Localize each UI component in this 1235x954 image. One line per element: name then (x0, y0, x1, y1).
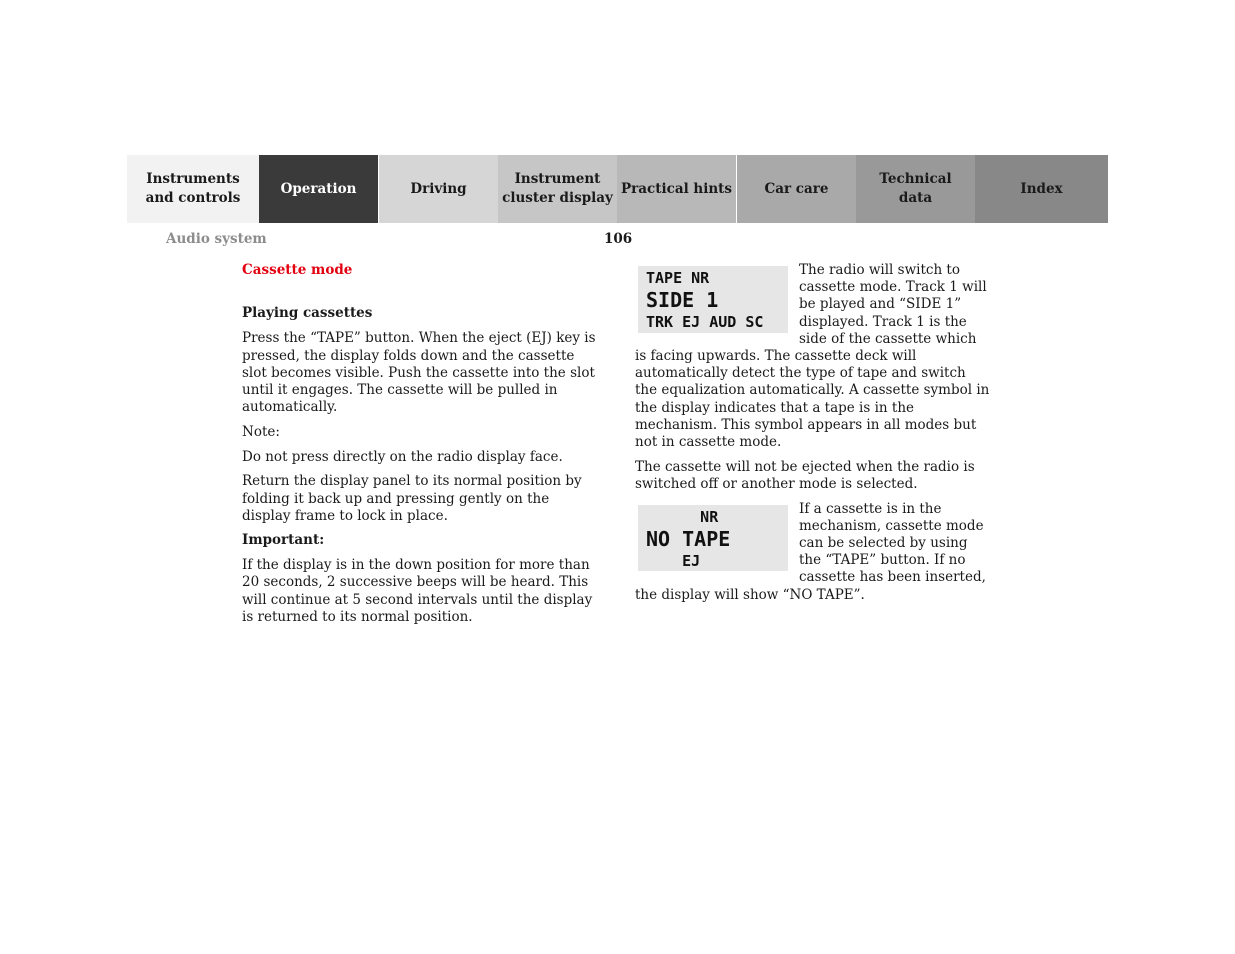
lcd-line: TAPE NR (646, 269, 710, 287)
tab-instrument-cluster-display[interactable]: Instrument cluster display (498, 155, 617, 223)
top-navigation (127, 155, 1108, 223)
note-label: Note: (242, 423, 280, 440)
tab-index[interactable]: Index (975, 155, 1108, 223)
tab-technical-data[interactable]: Technical data (856, 155, 975, 223)
important-label: Important: (242, 532, 325, 549)
left-column (242, 262, 596, 633)
tab-operation[interactable]: Operation (259, 155, 378, 223)
lcd-line: EJ (646, 551, 701, 570)
section-title: Cassette mode (242, 262, 353, 278)
section-label: Audio system (166, 231, 267, 247)
paragraph-no-tape: If a cassette is in the mechanism, cassette mode can be selected by using the “TAPE” button. If no cassette has been inserted, the display will show “NO TAPE”. (635, 500, 986, 603)
important-text: If the display is in the down position for more than 20 seconds, 2 successive beeps will be heard. This will continue at 5 second intervals until the display is returned to its normal position. (242, 557, 593, 625)
radio-display-no-tape (638, 505, 788, 571)
lcd-line: NO TAPE (646, 526, 731, 551)
paragraph-not-ejected: The cassette will not be ejected when the radio is switched off or another mode is selected. (635, 458, 975, 492)
radio-display-tape (638, 266, 788, 333)
tab-instruments-and-controls[interactable]: Instruments and controls (127, 155, 259, 223)
paragraph-return-display: Return the display panel to its normal position by folding it back up and pressing gently on the display frame to lock in place. (242, 473, 582, 524)
subsection-title: Playing cassettes (242, 305, 373, 322)
lcd-line: NR (646, 507, 719, 526)
note-text: Do not press directly on the radio display face. (242, 448, 563, 465)
tab-car-care[interactable]: Car care (737, 155, 856, 223)
page-number: 106 (604, 231, 633, 247)
right-column (635, 262, 991, 611)
tab-driving[interactable]: Driving (379, 155, 498, 223)
lcd-line: SIDE 1 (646, 288, 719, 312)
paragraph-cassette-mode: The radio will switch to cassette mode. Track 1 will be played and “SIDE 1” displayed. Track 1 is the side of the cassette which is facing upwards. The cassette deck will automatically detect the type of tape and switch the equalization automatically. A cassette symbol in the display indicates that a tape is in the mechanism. This symbol appears in all modes but not in cassette mode. (635, 262, 990, 451)
lcd-line: TRK EJ AUD SC (646, 313, 764, 331)
paragraph-insert-cassette: Press the “TAPE” button. When the eject (EJ) key is pressed, the display folds down and the cassette slot becomes visible. Push the cassette into the slot until it engages. The cassette will be pulled in automatically. (242, 330, 596, 416)
tab-practical-hints[interactable]: Practical hints (617, 155, 736, 223)
